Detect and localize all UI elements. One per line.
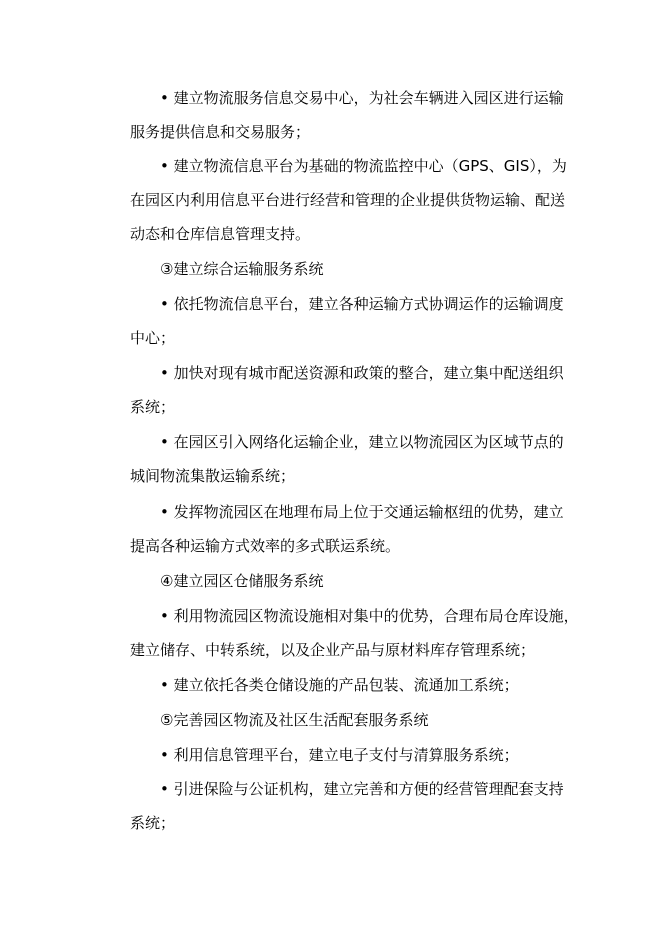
heading-transport-system bbox=[100, 252, 560, 286]
paragraph-distribution bbox=[100, 356, 564, 424]
text-line: ③建立综合运输服务系统 bbox=[160, 260, 324, 278]
paragraph-packaging bbox=[100, 668, 560, 702]
text-line: 城间物流集散运输系统； bbox=[130, 467, 296, 485]
text-line: • 依托物流信息平台，建立各种运输方式协调运作的运输调度 bbox=[160, 295, 564, 313]
text-line: 在园区内利用信息平台进行经营和管理的企业提供货物运输、配送 bbox=[130, 191, 566, 209]
paragraph-warehouse-layout bbox=[100, 599, 579, 667]
text-line: 建立储存、中转系统，以及企业产品与原材料库存管理系统； bbox=[130, 641, 536, 659]
text-line: 服务提供信息和交易服务； bbox=[130, 123, 311, 141]
text-line: • 在园区引入网络化运输企业，建立以物流园区为区域节点的 bbox=[160, 433, 564, 451]
text-line: 系统； bbox=[130, 814, 176, 832]
paragraph-network-transport bbox=[100, 425, 564, 493]
paragraph-monitoring-center bbox=[100, 149, 567, 251]
paragraph-payment-system bbox=[100, 738, 560, 772]
text-line: • 利用信息管理平台，建立电子支付与清算服务系统； bbox=[160, 746, 519, 764]
paragraph-multimodal bbox=[100, 495, 564, 563]
paragraph-insurance bbox=[100, 772, 564, 840]
text-line: • 加快对现有城市配送资源和政策的整合，建立集中配送组织 bbox=[160, 364, 564, 382]
text-line: • 建立物流服务信息交易中心，为社会车辆进入园区进行运输 bbox=[160, 89, 564, 107]
text-line: 提高各种运输方式效率的多式联运系统。 bbox=[130, 537, 401, 555]
text-line: 中心； bbox=[130, 329, 176, 347]
heading-warehouse-system bbox=[100, 564, 560, 598]
text-line: ⑤完善园区物流及社区生活配套服务系统 bbox=[160, 711, 429, 729]
text-line: • 利用物流园区物流设施相对集中的优势，合理布局仓库设施， bbox=[160, 607, 579, 625]
text-line: ④建立园区仓储服务系统 bbox=[160, 572, 324, 590]
text-line: • 建立物流信息平台为基础的物流监控中心（GPS、GIS），为 bbox=[160, 157, 567, 175]
text-line: • 引进保险与公证机构，建立完善和方便的经营管理配套支持 bbox=[160, 780, 564, 798]
text-line: • 发挥物流园区在地理布局上位于交通运输枢纽的优势，建立 bbox=[160, 503, 564, 521]
text-line: 系统； bbox=[130, 398, 176, 416]
heading-community-services bbox=[100, 703, 560, 737]
text-line: 动态和仓库信息管理支持。 bbox=[130, 225, 311, 243]
paragraph-logistics-service-center bbox=[100, 81, 564, 149]
paragraph-dispatch-center bbox=[100, 287, 564, 355]
text-line: • 建立依托各类仓储设施的产品包装、流通加工系统； bbox=[160, 676, 519, 694]
